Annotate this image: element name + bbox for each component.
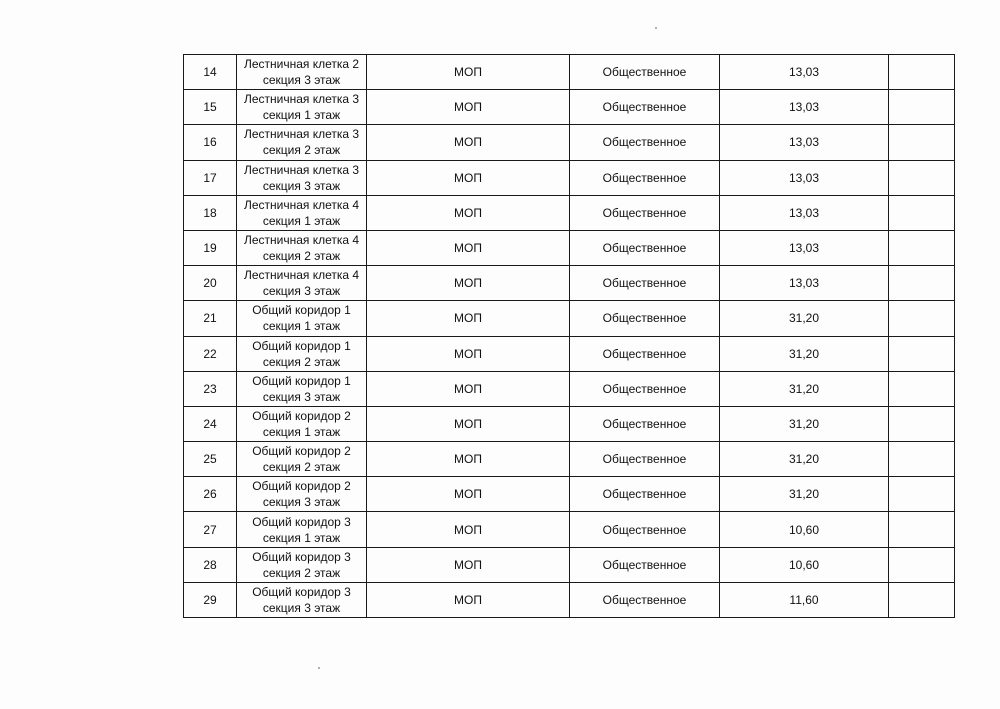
table-row [184, 582, 955, 617]
room-type-cell: МОП [367, 442, 570, 477]
room-name-line-1: Лестничная клетка 3 [243, 127, 360, 142]
notes-cell [889, 195, 955, 230]
room-name-line-1: Общий коридор 3 [252, 514, 351, 529]
area-cell: 13,03 [720, 90, 889, 125]
room-name-cell [237, 55, 367, 90]
area-cell: 31,20 [720, 442, 889, 477]
notes-cell [889, 477, 955, 512]
row-number-cell: 23 [184, 371, 237, 406]
room-name-cell [237, 547, 367, 582]
area-cell: 13,03 [720, 160, 889, 195]
room-type-cell: МОП [367, 371, 570, 406]
table-body [184, 55, 955, 618]
room-name-cell [237, 125, 367, 160]
room-type-cell: МОП [367, 160, 570, 195]
premises-table [183, 54, 955, 618]
notes-cell [889, 547, 955, 582]
row-number-cell: 26 [184, 477, 237, 512]
usage-cell: Общественное [570, 547, 720, 582]
row-number-cell: 28 [184, 547, 237, 582]
room-type-cell: МОП [367, 582, 570, 617]
notes-cell [889, 125, 955, 160]
room-name-cell [237, 442, 367, 477]
table-row [184, 125, 955, 160]
table-row [184, 230, 955, 265]
room-name-line-2: секция 2 этаж [262, 143, 341, 158]
notes-cell [889, 230, 955, 265]
usage-cell: Общественное [570, 512, 720, 547]
usage-cell: Общественное [570, 90, 720, 125]
room-name-cell [237, 406, 367, 441]
row-number-cell: 15 [184, 90, 237, 125]
room-type-cell: МОП [367, 230, 570, 265]
area-cell: 31,20 [720, 406, 889, 441]
area-cell: 10,60 [720, 547, 889, 582]
table-row [184, 547, 955, 582]
row-number-cell: 25 [184, 442, 237, 477]
row-number-cell: 14 [184, 55, 237, 90]
notes-cell [889, 406, 955, 441]
notes-cell [889, 442, 955, 477]
table-row [184, 55, 955, 90]
room-name-line-2: секция 3 этаж [262, 178, 341, 193]
usage-cell: Общественное [570, 195, 720, 230]
room-name-line-2: секция 3 этаж [262, 284, 341, 299]
room-name-line-1: Лестничная клетка 4 [243, 268, 360, 283]
row-number-cell: 29 [184, 582, 237, 617]
room-name-line-2: секция 3 этаж [262, 73, 341, 88]
scan-speck [655, 27, 657, 29]
room-name-cell [237, 160, 367, 195]
area-cell: 31,20 [720, 477, 889, 512]
room-type-cell: МОП [367, 266, 570, 301]
row-number-cell: 22 [184, 336, 237, 371]
room-name-line-2: секция 1 этаж [262, 108, 341, 123]
room-name-line-1: Лестничная клетка 4 [243, 197, 360, 212]
row-number-cell: 17 [184, 160, 237, 195]
room-name-line-1: Общий коридор 1 [252, 373, 351, 388]
notes-cell [889, 371, 955, 406]
room-name-cell [237, 195, 367, 230]
usage-cell: Общественное [570, 371, 720, 406]
scan-speck [318, 667, 320, 669]
table-row [184, 195, 955, 230]
room-name-cell [237, 512, 367, 547]
room-type-cell: МОП [367, 125, 570, 160]
area-cell: 13,03 [720, 125, 889, 160]
room-name-line-1: Лестничная клетка 4 [243, 233, 360, 248]
table-row [184, 477, 955, 512]
row-number-cell: 20 [184, 266, 237, 301]
room-name-cell [237, 90, 367, 125]
room-name-cell [237, 582, 367, 617]
table-row [184, 301, 955, 336]
usage-cell: Общественное [570, 266, 720, 301]
room-type-cell: МОП [367, 477, 570, 512]
room-name-cell [237, 266, 367, 301]
notes-cell [889, 90, 955, 125]
usage-cell: Общественное [570, 160, 720, 195]
area-cell: 13,03 [720, 266, 889, 301]
table-row [184, 90, 955, 125]
notes-cell [889, 160, 955, 195]
room-name-line-1: Лестничная клетка 3 [243, 162, 360, 177]
row-number-cell: 27 [184, 512, 237, 547]
room-name-line-1: Общий коридор 3 [252, 549, 351, 564]
usage-cell: Общественное [570, 125, 720, 160]
room-name-line-1: Общий коридор 3 [252, 584, 351, 599]
table-row [184, 336, 955, 371]
room-name-line-2: секция 3 этаж [262, 389, 341, 404]
room-type-cell: МОП [367, 512, 570, 547]
room-name-line-2: секция 1 этаж [262, 424, 341, 439]
notes-cell [889, 301, 955, 336]
area-cell: 13,03 [720, 195, 889, 230]
room-type-cell: МОП [367, 336, 570, 371]
room-name-line-1: Общий коридор 2 [252, 479, 351, 494]
table-row [184, 160, 955, 195]
row-number-cell: 24 [184, 406, 237, 441]
room-name-line-2: секция 1 этаж [262, 530, 341, 545]
room-type-cell: МОП [367, 406, 570, 441]
usage-cell: Общественное [570, 406, 720, 441]
usage-cell: Общественное [570, 477, 720, 512]
usage-cell: Общественное [570, 582, 720, 617]
table-row [184, 442, 955, 477]
room-type-cell: МОП [367, 90, 570, 125]
room-name-cell [237, 230, 367, 265]
room-name-line-2: секция 2 этаж [262, 565, 341, 580]
table-row [184, 371, 955, 406]
room-name-cell [237, 477, 367, 512]
row-number-cell: 21 [184, 301, 237, 336]
area-cell: 10,60 [720, 512, 889, 547]
room-name-line-1: Общий коридор 2 [252, 444, 351, 459]
usage-cell: Общественное [570, 336, 720, 371]
room-name-line-1: Общий коридор 1 [252, 303, 351, 318]
room-name-line-2: секция 2 этаж [262, 354, 341, 369]
area-cell: 13,03 [720, 230, 889, 265]
room-name-cell [237, 371, 367, 406]
room-name-line-2: секция 2 этаж [262, 460, 341, 475]
notes-cell [889, 582, 955, 617]
room-name-line-1: Лестничная клетка 2 [243, 57, 360, 72]
room-name-cell [237, 336, 367, 371]
usage-cell: Общественное [570, 55, 720, 90]
room-name-line-1: Общий коридор 2 [252, 408, 351, 423]
notes-cell [889, 266, 955, 301]
row-number-cell: 16 [184, 125, 237, 160]
notes-cell [889, 55, 955, 90]
table-row [184, 406, 955, 441]
room-name-line-1: Общий коридор 1 [252, 338, 351, 353]
usage-cell: Общественное [570, 442, 720, 477]
row-number-cell: 19 [184, 230, 237, 265]
area-cell: 31,20 [720, 371, 889, 406]
table-row [184, 512, 955, 547]
room-name-line-2: секция 1 этаж [262, 319, 341, 334]
room-name-line-2: секция 1 этаж [262, 213, 341, 228]
notes-cell [889, 336, 955, 371]
notes-cell [889, 512, 955, 547]
room-type-cell: МОП [367, 547, 570, 582]
row-number-cell: 18 [184, 195, 237, 230]
usage-cell: Общественное [570, 301, 720, 336]
room-type-cell: МОП [367, 301, 570, 336]
room-name-line-1: Лестничная клетка 3 [243, 92, 360, 107]
room-name-line-2: секция 2 этаж [262, 249, 341, 264]
usage-cell: Общественное [570, 230, 720, 265]
room-name-cell [237, 301, 367, 336]
area-cell: 13,03 [720, 55, 889, 90]
room-name-line-2: секция 3 этаж [262, 600, 341, 615]
area-cell: 31,20 [720, 301, 889, 336]
table-row [184, 266, 955, 301]
room-type-cell: МОП [367, 55, 570, 90]
room-type-cell: МОП [367, 195, 570, 230]
room-name-line-2: секция 3 этаж [262, 495, 341, 510]
area-cell: 11,60 [720, 582, 889, 617]
area-cell: 31,20 [720, 336, 889, 371]
